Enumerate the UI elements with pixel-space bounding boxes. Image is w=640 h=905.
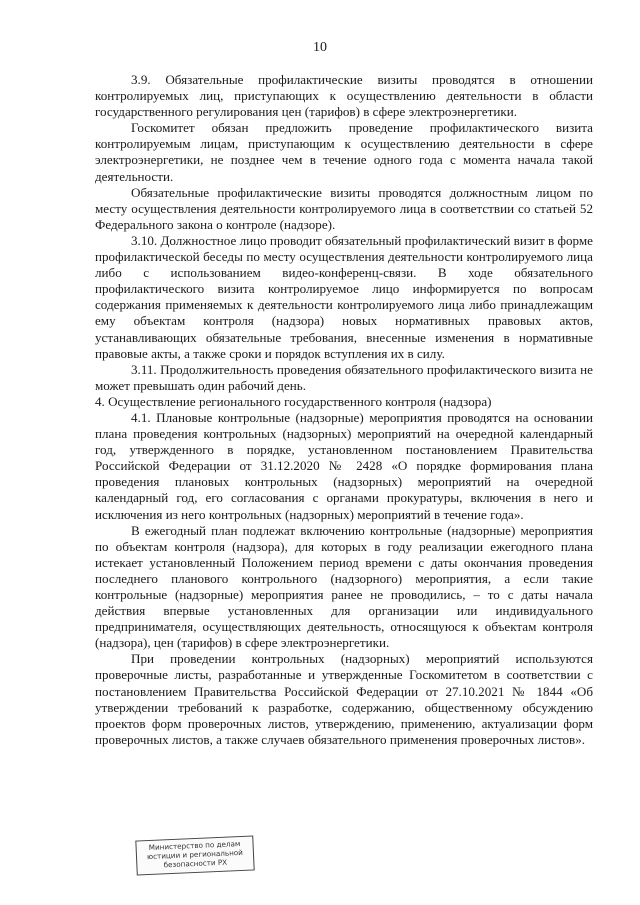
paragraph-3-10: 3.10. Должностное лицо проводит обязательный профилактический визит в форме профилактической беседы по месту осуществления деятельности контролируемого лица либо с использованием видео-конференц-связи. В ходе обязательного профилактического визита контролируемое лицо информируется по вопросам содержания применяемых к деятельности контролируемого лица либо принадлежащим ему объектам контроля (надзора) новых нормативных правовых актов, устанавливающих обязательные требования, внесенные изменения в нормативные правовые акты, а также сроки и порядок вступления их в силу. <box>95 232 593 361</box>
registration-stamp <box>135 835 254 875</box>
stamp-line: юстиции и региональной <box>146 848 244 862</box>
stamp-line: Министерство по делам <box>148 839 241 853</box>
document-body <box>95 72 593 748</box>
paragraph-4-1: 4.1. Плановые контрольные (надзорные) мероприятия проводятся на основании плана проведения контрольных (надзорных) мероприятий на очередной календарный год, утвержденного в порядке, установленном постановлением Правительства Российской Федерации от 31.12.2020 № 2428 «О порядке формирования плана проведения плановых контрольных (надзорных) мероприятий на очередной календарный год, его согласования с органами прокуратуры, включения в него и исключения из него контрольных (надзорных) мероприятий в течение года». <box>95 409 593 522</box>
section-heading: 4. Осуществление регионального государственного контроля (надзора) <box>95 393 492 409</box>
paragraph-checklists: При проведении контрольных (надзорных) мероприятий используются проверочные листы, разработанные и утвержденные Госкомитетом в соответствии с постановлением Правительства Российской Федерации от 27.10.2021 № 1844 «Об утверждении требований к разработке, содержанию, общественному обсуждению проектов форм проверочных листов, утверждению, применению, актуализации форм проверочных листов, а также случаев обязательного применения проверочных листов». <box>95 651 593 747</box>
stamp-line: безопасности РХ <box>163 858 228 870</box>
paragraph-goskomitet-obligation: Госкомитет обязан предложить проведение профилактического визита контролируемым лицам, приступающим к осуществлению деятельности в сфере электроэнергетики, не позднее чем в течение одного года с момента начала такой деятельности. <box>95 120 593 184</box>
paragraph-visit-location: Обязательные профилактические визиты проводятся должностным лицом по месту осуществления деятельности контролируемого лица в соответствии со статьей 52 Федерального закона о контроле (надзоре). <box>95 184 593 232</box>
page-number: 10 <box>313 40 327 55</box>
paragraph-3-9: 3.9. Обязательные профилактические визиты проводятся в отношении контролируемых лиц, приступающих к осуществлению деятельности в области государственного регулирования цен (тарифов) в сфере электроэнергетики. <box>95 72 593 120</box>
paragraph-3-11: 3.11. Продолжительность проведения обязательного профилактического визита не может превышать один рабочий день. <box>95 361 593 393</box>
paragraph-annual-plan: В ежегодный план подлежат включению контрольные (надзорные) мероприятия по объектам контроля (надзора), для которых в году реализации ежегодного плана истекает установленный Положением период времени с даты окончания проведения последнего планового контрольного (надзорного) мероприятия, а если такие контрольные (надзорные) мероприятия ранее не проводились, – то с даты начала действия впервые установленных для организации или индивидуального предпринимателя, осуществляющих деятельность, относящуюся к объектам контроля (надзора), цен (тарифов) в сфере электроэнергетики. <box>95 522 593 651</box>
